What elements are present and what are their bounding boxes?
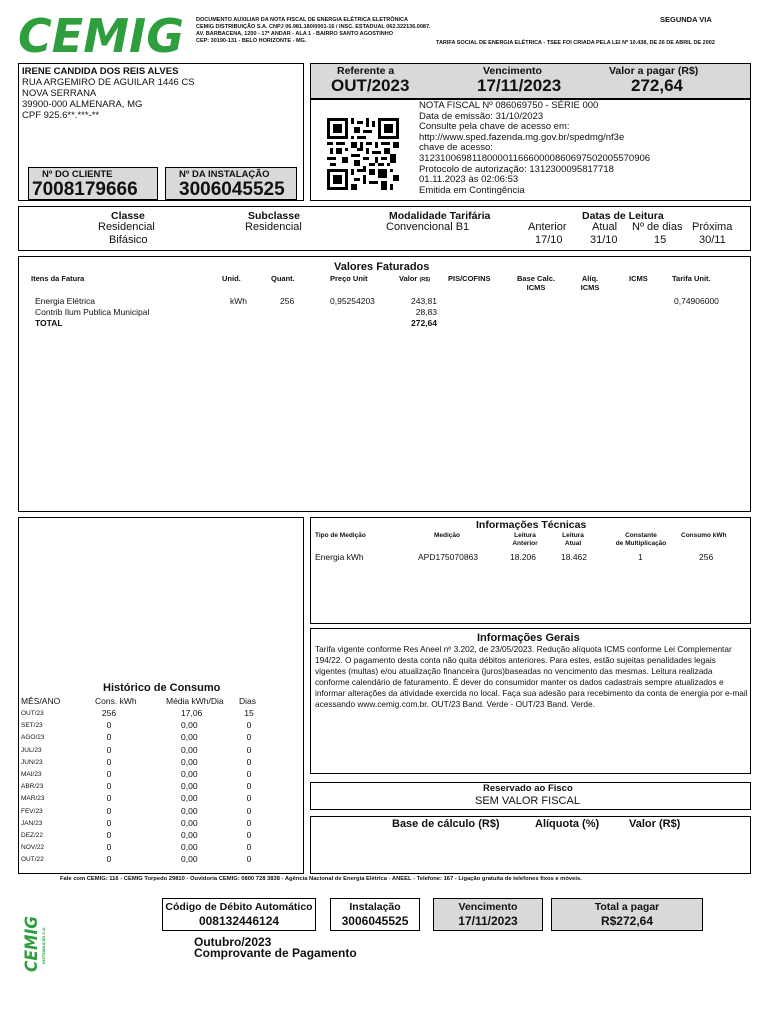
customer-district: NOVA SERRANA [22, 88, 97, 99]
history-kwh: 0 [106, 842, 112, 853]
fisco-box [310, 782, 751, 810]
logo-text: CEMIG [18, 10, 184, 58]
technical-title: Informações Técnicas [476, 519, 587, 531]
customer-street: RUA ARGEMIRO DE AGUILAR 1446 CS [22, 77, 195, 88]
billing-row-qty: 256 [280, 296, 295, 306]
billing-row-price: 0,95254203 [330, 296, 375, 306]
tech-col-measure: Medição [434, 532, 461, 539]
billing-title: Valores Faturados [334, 261, 430, 273]
history-kwh: 0 [106, 732, 112, 743]
history-title: Histórico de Consumo [103, 682, 221, 694]
history-month: JUL/23 [21, 746, 42, 754]
invoice-info-box [310, 99, 751, 201]
contact-line: Fale com CEMIG: 116 - CEMIG Torpedo 29810 - Ouvidoria CEMIG: 0800 728 3838 - Agência Nacional de Energia Elétrica - ANEEL - Telefone: 167 - Ligação gratuita de telefones fixos e móveis. [60, 876, 582, 882]
tax-value-label: Valor (R$) [629, 818, 681, 830]
history-row [19, 757, 303, 769]
history-month: MAR/23 [21, 795, 45, 803]
stub-install-box [330, 898, 420, 931]
customer-name: IRENE CANDIDA DOS REIS ALVES [22, 66, 179, 77]
invoice-line: Emitida em Contingência [419, 184, 525, 196]
history-avg: 0,00 [181, 732, 198, 743]
customer-box [18, 63, 304, 201]
summary-bar [310, 63, 751, 99]
reading-current: 31/10 [590, 234, 618, 246]
stub-total-box [551, 898, 703, 931]
history-row [19, 793, 303, 805]
reading-col-current: Atual [592, 221, 618, 233]
ref-label: Referente a [337, 65, 395, 77]
qr-code-icon [327, 118, 399, 190]
col-value-unit: (R$) [419, 277, 431, 283]
history-days: 0 [246, 732, 252, 743]
tax-aliq-label: Alíquota (%) [535, 818, 600, 830]
billing-row-tariff: 0,74906000 [674, 296, 719, 306]
col-price: Preço Unit [330, 274, 368, 283]
col-base-calc-1: Base Calc. [517, 274, 555, 283]
history-days: 0 [246, 781, 252, 792]
history-box [18, 517, 304, 874]
history-kwh: 0 [106, 720, 112, 731]
tariff-mode-label: Modalidade Tarifária [389, 210, 491, 222]
reading-days: 15 [654, 234, 667, 246]
reading-previous: 17/10 [535, 234, 563, 246]
history-avg: 0,00 [181, 720, 198, 731]
history-row [19, 708, 303, 720]
history-row [19, 854, 303, 866]
invoice-line: chave de acesso: [419, 142, 493, 154]
tech-row-type: Energia kWh [315, 552, 364, 562]
client-number-box [28, 167, 158, 200]
general-text: Tarifa vigente conforme Res Aneel nº 3.202, de 23/05/2023. Redução alíquota ICMS conforme Lei Complementar 194/22. O pagamento desta conta não quita débitos anteriores. Para estes, estão sujeitas penalidades legais vigentes (multas) e/ou atualização financeira (juros)baseadas no vencimento das mesmas. Leitura realizada conforme calendário de faturamento. É dever do consumidor manter os dados cadastrais sempre atualizados e informar alterações da atividade exercida no local. Faça sua adesão para recebimento da conta de energia por e-mail acessando www.cemig.com.br. OUT/23 Band. Verde - OUT/23 Band. Verde. [315, 644, 748, 709]
col-unit: Unid. [222, 274, 241, 283]
col-value-label: Valor [399, 274, 418, 283]
billing-row-value: 28,83 [415, 307, 437, 317]
technical-info-box [310, 517, 751, 624]
history-month: NOV/22 [21, 844, 45, 852]
col-qty: Quant. [271, 274, 295, 283]
stub-total-label: Total a pagar [594, 901, 660, 913]
col-base-calc [507, 274, 565, 292]
col-tariff-unit: Tarifa Unit. [672, 274, 711, 283]
reading-col-next: Próxima [692, 221, 733, 233]
tech-col-current-2: Atual [564, 540, 582, 547]
tariff-mode-value: Convencional B1 [386, 221, 470, 233]
history-kwh: 0 [106, 817, 112, 828]
tech-col-current [553, 532, 593, 548]
history-days: 0 [246, 842, 252, 853]
history-month: JUN/23 [21, 758, 43, 766]
history-days: 0 [246, 830, 252, 840]
billing-total-label: TOTAL [35, 318, 63, 328]
history-row [19, 781, 303, 793]
history-avg: 0,00 [181, 830, 198, 840]
history-col-days: Dias [239, 696, 257, 706]
history-month: DEZ/22 [21, 832, 44, 839]
history-kwh: 0 [106, 793, 112, 804]
history-row [19, 745, 303, 757]
col-aliq-2: ICMS [580, 283, 600, 292]
reading-next: 30/11 [699, 234, 726, 246]
history-kwh: 0 [106, 756, 112, 767]
company-line: CEMIG DISTRIBUIÇÃO S.A. CNPJ 06.981.180/0001-16 / INSC. ESTADUAL 062.322136.0087. [196, 24, 431, 30]
billing-row-item: Contrib Ilum Publica Municipal [35, 307, 150, 317]
tech-col-type: Tipo de Medição [315, 532, 366, 539]
stub-logo-sub: DISTRIBUIÇÃO S.A. [42, 926, 46, 964]
invoice-line: Data de emissão: 31/10/2023 [419, 110, 544, 122]
stub-month: Outubro/2023 [194, 935, 272, 949]
history-kwh: 256 [101, 708, 117, 718]
tech-row-previous: 18.206 [510, 552, 536, 562]
class-value: Residencial [98, 221, 155, 233]
due-value: 17/11/2023 [477, 76, 562, 95]
invoice-line: 31231006981180000116660000860697502005570906 [419, 152, 651, 164]
reading-col-previous: Anterior [528, 221, 567, 233]
history-avg: 0,00 [181, 793, 198, 804]
history-avg: 0,00 [181, 744, 198, 755]
fisco-value: SEM VALOR FISCAL [475, 795, 580, 807]
history-col-kwh: Cons. kWh [95, 696, 137, 706]
billing-box [18, 256, 751, 512]
history-days: 0 [246, 769, 252, 779]
col-aliq [570, 274, 610, 292]
tax-base-label: Base de cálculo (R$) [392, 818, 500, 830]
tech-col-constant [601, 532, 681, 548]
history-avg: 0,00 [181, 756, 198, 767]
debit-code-value: 008132446124 [198, 914, 280, 928]
tech-col-previous [502, 532, 548, 548]
class-label: Classe [111, 210, 145, 222]
stub-due-box [433, 898, 543, 931]
tech-col-consumption: Consumo kWh [681, 532, 727, 539]
doc-title: DOCUMENTO AUXILIAR DA NOTA FISCAL DE ENERGIA ELÉTRICA ELETRÔNICA [196, 17, 408, 23]
history-month: SET/23 [21, 722, 43, 730]
stub-install-label: Instalação [349, 901, 401, 913]
tech-col-current-1: Leitura [562, 532, 584, 539]
history-days: 0 [246, 756, 252, 767]
invoice-lines [419, 101, 650, 196]
customer-cpf: CPF 925.6**.***-** [22, 110, 100, 121]
history-avg: 0,00 [181, 854, 198, 865]
col-value [399, 274, 430, 284]
invoice-line: NOTA FISCAL Nº 086069750 - SÉRIE 000 [419, 100, 599, 111]
subclass-label: Subclasse [248, 210, 300, 222]
stub-total-value: R$272,64 [600, 914, 654, 928]
tax-values-box [310, 816, 751, 874]
invoice-line: Consulte pela chave de acesso em: [419, 121, 570, 133]
history-avg: 0,00 [181, 769, 198, 779]
invoice-line: Protocolo de autorização: 1312300095817718 [419, 163, 614, 175]
history-kwh: 0 [106, 781, 112, 792]
reading-dates-label: Datas de Leitura [582, 210, 664, 222]
customer-city: 39900-000 ALMENARA, MG [22, 99, 143, 110]
subclass-value: Residencial [245, 221, 302, 233]
stub-logo [20, 914, 48, 972]
history-month: ABR/23 [21, 783, 44, 791]
billing-row-unit: kWh [230, 296, 247, 306]
ref-value: OUT/2023 [331, 76, 410, 95]
history-month: JAN/23 [21, 819, 43, 827]
client-number: 7008179666 [32, 179, 138, 200]
history-row [19, 842, 303, 854]
history-avg: 0,00 [181, 781, 198, 792]
installation-number: 3006045525 [179, 179, 285, 200]
tech-row-meter: APD175070863 [418, 552, 479, 562]
debit-code-label: Código de Débito Automático [165, 901, 313, 913]
reading-col-days: Nº de dias [632, 221, 683, 233]
history-month: MAI/23 [21, 771, 42, 778]
history-days: 0 [246, 793, 252, 804]
address-line: AV. BARBACENA, 1200 - 17º ANDAR - ALA 1 - BAIRRO SANTO AGOSTINHO [196, 31, 393, 37]
col-aliq-1: Alíq. [581, 274, 599, 283]
installation-number-box [165, 167, 297, 200]
fisco-title: Reservado ao Fisco [483, 783, 573, 794]
cemig-logo [18, 10, 186, 58]
stub-receipt-title: Comprovante de Pagamento [194, 946, 357, 960]
col-pis-cofins: PIS/COFINS [448, 274, 491, 283]
tech-col-constant-1: Constante [625, 532, 657, 539]
history-kwh: 0 [106, 744, 112, 755]
class-phase: Bifásico [109, 234, 148, 246]
history-row [19, 769, 303, 781]
col-icms: ICMS [629, 274, 648, 283]
copy-label: SEGUNDA VIA [660, 15, 712, 24]
history-days: 0 [246, 720, 252, 731]
history-kwh: 0 [106, 769, 112, 779]
tariff-social-note: TARIFA SOCIAL DE ENERGIA ELÉTRICA - TSEE FOI CRIADA PELA LEI Nº 10.438, DE 26 DE ABRIL DE 2002 [436, 40, 715, 46]
general-title: Informações Gerais [477, 632, 580, 644]
history-days: 0 [246, 744, 252, 755]
tech-col-constant-2: de Multiplicação [615, 540, 667, 547]
stub-due-value: 17/11/2023 [458, 914, 518, 928]
history-days: 0 [246, 817, 252, 828]
due-label: Vencimento [483, 65, 542, 77]
history-avg: 0,00 [181, 842, 198, 853]
billing-row-value: 243,81 [411, 296, 437, 306]
history-days: 0 [246, 854, 252, 865]
billing-row-item: Energia Elétrica [35, 296, 96, 306]
history-kwh: 0 [106, 854, 112, 865]
invoice-line: 01.11.2023 às 02:06:53 [419, 174, 519, 186]
history-row [19, 830, 303, 842]
history-avg: 17,06 [181, 708, 203, 718]
history-month: OUT/23 [21, 710, 44, 717]
tech-row-current: 18.462 [561, 552, 587, 562]
tech-col-previous-1: Leitura [514, 532, 536, 539]
classification-box [18, 206, 751, 251]
history-avg: 0,00 [181, 805, 198, 816]
stub-due-label: Vencimento [458, 901, 518, 913]
history-row [19, 720, 303, 732]
tech-row-constant: 1 [638, 552, 643, 562]
tech-col-previous-2: Anterior [512, 540, 538, 547]
history-kwh: 0 [106, 830, 112, 840]
history-month: AGO/23 [21, 734, 45, 742]
amount-label: Valor a pagar (R$) [609, 65, 699, 77]
history-kwh: 0 [106, 805, 112, 816]
history-month: OUT/22 [21, 856, 44, 864]
col-base-calc-2: ICMS [526, 283, 546, 292]
history-avg: 0,00 [181, 817, 198, 828]
client-number-label: Nº DO CLIENTE [42, 169, 113, 180]
history-row [19, 732, 303, 744]
stub-logo-text: CEMIG [22, 914, 42, 972]
tech-row-consumption: 256 [699, 552, 714, 562]
billing-total-value: 272,64 [411, 318, 437, 328]
history-row [19, 806, 303, 818]
history-days: 0 [246, 805, 252, 816]
stub-install-value: 3006045525 [341, 914, 409, 928]
debit-code-box [162, 898, 316, 931]
col-item: Itens da Fatura [31, 274, 85, 283]
invoice-line: http://www.sped.fazenda.mg.gov.br/spedmg/nf3e [419, 131, 625, 143]
amount-value: 272,64 [631, 76, 683, 95]
history-days: 15 [244, 708, 254, 718]
history-row [19, 818, 303, 830]
installation-number-label: Nº DA INSTALAÇÃO [179, 169, 270, 180]
history-month: FEV/23 [21, 807, 43, 815]
general-info-box [310, 628, 751, 774]
cep-line: CEP: 30190-131 - BELO HORIZONTE - MG. [196, 38, 307, 44]
history-col-month: MÊS/ANO [21, 696, 61, 706]
history-col-avg: Média kWh/Dia [166, 696, 224, 706]
